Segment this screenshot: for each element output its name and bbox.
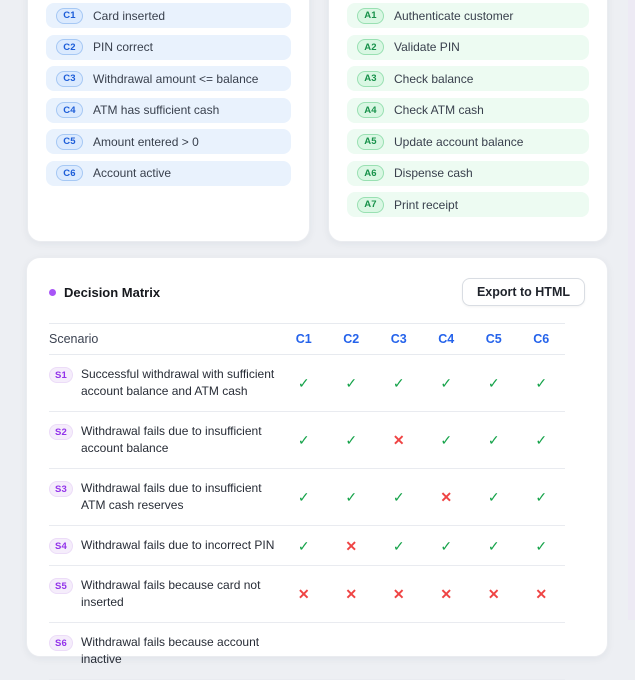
condition-id-badge: C5 xyxy=(56,134,83,150)
conditions-panel xyxy=(27,0,310,242)
scenario-id-badge: S2 xyxy=(49,424,73,440)
cross-mark-icon: ✕ xyxy=(487,586,500,602)
table-header-row xyxy=(49,323,565,355)
scenario-marks xyxy=(280,539,565,553)
cross-mark-icon: ✕ xyxy=(392,586,405,602)
condition-id-badge: C3 xyxy=(56,71,83,87)
condition-id-badge: C6 xyxy=(56,165,83,181)
check-mark-icon: ✓ xyxy=(487,432,500,448)
scenario-cell xyxy=(49,634,565,668)
condition-item xyxy=(46,98,291,123)
action-id-badge: A2 xyxy=(357,39,384,55)
scenario-label: Withdrawal fails due to insufficient ATM cash reserves xyxy=(81,481,262,512)
condition-item xyxy=(46,161,291,186)
scenario-id-badge: S4 xyxy=(49,538,73,554)
action-item xyxy=(347,3,589,28)
scenario-row xyxy=(49,526,565,566)
check-mark-icon: ✓ xyxy=(487,375,500,391)
cross-mark-icon: ✕ xyxy=(297,586,310,602)
check-mark-icon: ✓ xyxy=(297,375,310,391)
condition-label: Amount entered > 0 xyxy=(93,134,199,149)
action-item xyxy=(347,192,589,217)
cross-mark-icon: ✕ xyxy=(440,586,453,602)
scenario-marks xyxy=(280,376,565,390)
condition-column-header: C3 xyxy=(390,332,407,346)
scenario-row xyxy=(49,623,565,680)
scenario-label: Successful withdrawal with sufficient account balance and ATM cash xyxy=(81,367,275,398)
action-label: Dispense cash xyxy=(394,166,473,180)
action-label: Validate PIN xyxy=(394,40,460,54)
cross-mark-icon: ✕ xyxy=(345,586,358,602)
bullet-dot-icon xyxy=(49,289,56,296)
action-label: Update account balance xyxy=(394,134,524,149)
scenario-label: Withdrawal fails due to incorrect PIN xyxy=(81,538,275,552)
scenario-cell xyxy=(49,480,280,514)
scenario-row xyxy=(49,469,565,526)
condition-id-badge: C1 xyxy=(56,8,83,24)
action-item xyxy=(347,66,589,91)
check-mark-icon: ✓ xyxy=(440,375,453,391)
action-id-badge: A6 xyxy=(357,165,384,181)
scenario-marks xyxy=(280,490,565,504)
condition-column-header: C5 xyxy=(485,332,502,346)
scenario-id-badge: S5 xyxy=(49,578,73,594)
scenario-label: Withdrawal fails due to insufficient account balance xyxy=(81,424,262,455)
condition-item xyxy=(46,35,291,60)
scenario-cell xyxy=(49,366,280,400)
action-id-badge: A5 xyxy=(357,134,384,150)
check-mark-icon: ✓ xyxy=(440,432,453,448)
scenario-cell xyxy=(49,577,280,611)
check-mark-icon: ✓ xyxy=(297,489,310,505)
decision-matrix-table xyxy=(49,323,585,680)
action-id-badge: A1 xyxy=(357,8,384,24)
condition-label: Card inserted xyxy=(93,8,166,23)
decision-matrix-title-wrap xyxy=(49,285,160,300)
scenario-label: Withdrawal fails because account inactive xyxy=(81,635,260,666)
condition-label: PIN correct xyxy=(93,40,154,54)
condition-label: Account active xyxy=(93,166,172,180)
check-mark-icon: ✓ xyxy=(535,537,548,554)
scenario-cell xyxy=(49,537,280,554)
action-label: Authenticate customer xyxy=(394,8,514,23)
actions-panel xyxy=(328,0,608,242)
check-mark-icon: ✓ xyxy=(487,489,500,505)
check-mark-icon: ✓ xyxy=(297,432,310,448)
window-edge-strip xyxy=(628,0,635,620)
condition-item xyxy=(46,129,291,154)
check-mark-icon: ✓ xyxy=(487,537,500,554)
cross-mark-icon: ✕ xyxy=(440,489,453,505)
condition-id-badge: C2 xyxy=(56,39,83,55)
check-mark-icon: ✓ xyxy=(392,375,405,391)
check-mark-icon: ✓ xyxy=(535,489,548,505)
condition-column-header: C4 xyxy=(438,332,455,346)
condition-item xyxy=(46,3,291,28)
check-mark-icon: ✓ xyxy=(440,537,453,554)
action-id-badge: A3 xyxy=(357,71,384,87)
check-mark-icon: ✓ xyxy=(535,375,548,391)
scenario-column-header: Scenario xyxy=(49,332,99,346)
scenario-row xyxy=(49,566,565,623)
condition-column-header: C2 xyxy=(343,332,360,346)
cross-mark-icon: ✕ xyxy=(535,586,548,602)
condition-item xyxy=(46,66,291,91)
scenario-marks xyxy=(280,433,565,447)
scenario-id-badge: S1 xyxy=(49,367,73,383)
action-id-badge: A4 xyxy=(357,102,384,118)
scenario-row xyxy=(49,355,565,412)
check-mark-icon: ✓ xyxy=(392,537,405,554)
decision-matrix-panel xyxy=(26,257,608,666)
export-to-html-button[interactable]: Export to HTML xyxy=(462,278,585,306)
action-label: Check ATM cash xyxy=(394,103,484,117)
condition-label: ATM has sufficient cash xyxy=(93,103,220,117)
action-item xyxy=(347,129,589,154)
decision-matrix-header xyxy=(49,278,585,306)
action-label: Check balance xyxy=(394,71,474,86)
scenario-id-badge: S3 xyxy=(49,481,73,497)
condition-column-header: C1 xyxy=(295,332,312,346)
check-mark-icon: ✓ xyxy=(345,432,358,448)
scenario-row xyxy=(49,412,565,469)
action-label: Print receipt xyxy=(394,197,459,212)
cross-mark-icon: ✕ xyxy=(345,537,358,554)
condition-id-badge: C4 xyxy=(56,102,83,118)
condition-label: Withdrawal amount <= balance xyxy=(93,71,259,86)
scenario-id-badge: S6 xyxy=(49,635,73,651)
check-mark-icon: ✓ xyxy=(392,489,405,505)
check-mark-icon: ✓ xyxy=(535,432,548,448)
action-item xyxy=(347,98,589,123)
action-item xyxy=(347,35,589,60)
scenario-label: Withdrawal fails because card not inserted xyxy=(81,578,261,609)
decision-matrix-title: Decision Matrix xyxy=(64,284,161,300)
check-mark-icon: ✓ xyxy=(297,537,310,554)
scenario-cell xyxy=(49,423,280,457)
check-mark-icon: ✓ xyxy=(345,375,358,391)
action-item xyxy=(347,161,589,186)
check-mark-icon: ✓ xyxy=(345,489,358,505)
cross-mark-icon: ✕ xyxy=(392,432,405,448)
scenario-marks xyxy=(280,587,565,601)
action-id-badge: A7 xyxy=(357,197,384,213)
condition-column-header: C6 xyxy=(533,332,550,346)
